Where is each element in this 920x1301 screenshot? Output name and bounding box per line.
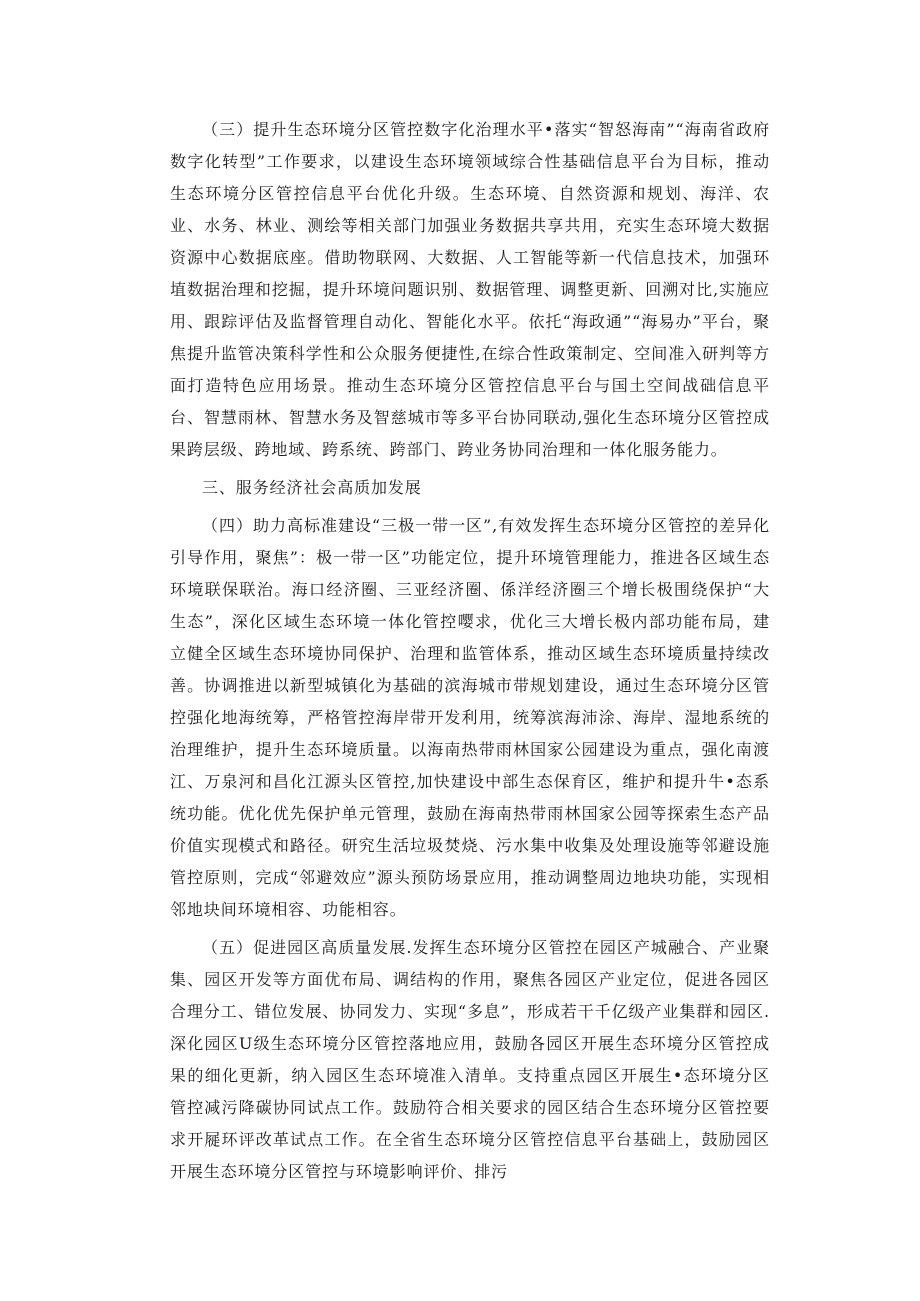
document-body [170, 114, 770, 1188]
paragraph-three-poles: （四）助力高标准建设“三极一带一区”,有效发挥生态环境分区管控的差异化引导作用，聚焦”：极一带一区”功能定位，提升环境管理能力，推进各区域生态环境联保联治。海口经济圈、三亚经济圈、係洋经济圈三个增长极围绕保护“大生态”，深化区域生态环境一体化管控嘤求，优化三大增长极内部功能布局，建立健全区域生态环境协同保护、治理和监管体系，推动区域生态环境质量持续改善。协调推进以新型城镇化为基础的滨海城市带规划建设，通过生态环境分区管控强化地海统筹，严格管控海岸带开发利用，统筹滨海沛涂、海岸、湿地系统的治理维护，提升生态环境质量。以海南热带雨林国家公园建设为重点，强化南渡江、万泉河和昌化江源头区管控,加快建设中部生态保育区，维护和提升牛•态系统功能。优化优先保护单元管理，鼓励在海南热带雨林国家公园等探索生态产品价值实现模式和路径。研究生活垃圾焚烧、污水集中收集及处理设施等邻避设施管控原则，完成“邻避效应”源头预防场景应用，推动调整周边地块功能，实现相邻地块间环境相容、功能相容。 [170, 516, 770, 919]
paragraph-industrial-parks: （五）促进园区高质量发展.发挥生态环境分区管控在园区产城融合、产业聚集、园区开发等方面优布局、调结构的作用，聚焦各园区产业定位，促进各园区合理分工、错位发展、协同发力、实现“多息”，形成若干千亿级产业集群和园区.深化园区U级生态环境分区管控落地应用，鼓励各园区开展生态环境分区管控成果的细化更新，纳入园区生态环境准入清单。支持重点园区开展生•态环境分区管控减污降碳协同试点工作。鼓励符合相关要求的园区结合生态环境分区管控要求开屣环评改革试点工作。在全省生态环境分区管控信息平台基础上，鼓励园区开展生态环境分区管控与环境影响评价、排污 [170, 938, 770, 1181]
paragraph-digital-governance: （三）提升生态环境分区管控数字化治理水平•落实“智怒海南”“海南省政府数字化转型”工作要求，以建设生态环境领域综合性基础信息平台为目标，推动生态环境分区管控信息平台优化升级。生态环境、自然资源和规划、海洋、农业、水务、林业、测绘等相关部门加强业务数据共享共用，充实生态环境大数据资源中心数据底座。借助物联网、大数据、人工智能等新一代信息技术，加强环埴数据治理和挖掘，提升环境问题识别、数据管理、调整更新、回溯对比,实施应用、跟踪评估及监督管理自动化、智能化水平。依托“海政通”“海易办”平台，聚焦提升监管决策科学性和公众服务便捷性,在综合性政策制定、空间准入研判等方面打造特色应用场景。推动生态环境分区管控信息平台与国土空间战础信息平台、智慧雨林、智慧水务及智慈城市等多平台协同联动,强化生态环境分区管控成果跨层级、跨地域、跨系统、跨部门、跨业务协同治理和一体化服务能力。 [170, 120, 770, 459]
section-heading-economic-development: 三、服务经济社会高质加发展 [202, 478, 422, 497]
